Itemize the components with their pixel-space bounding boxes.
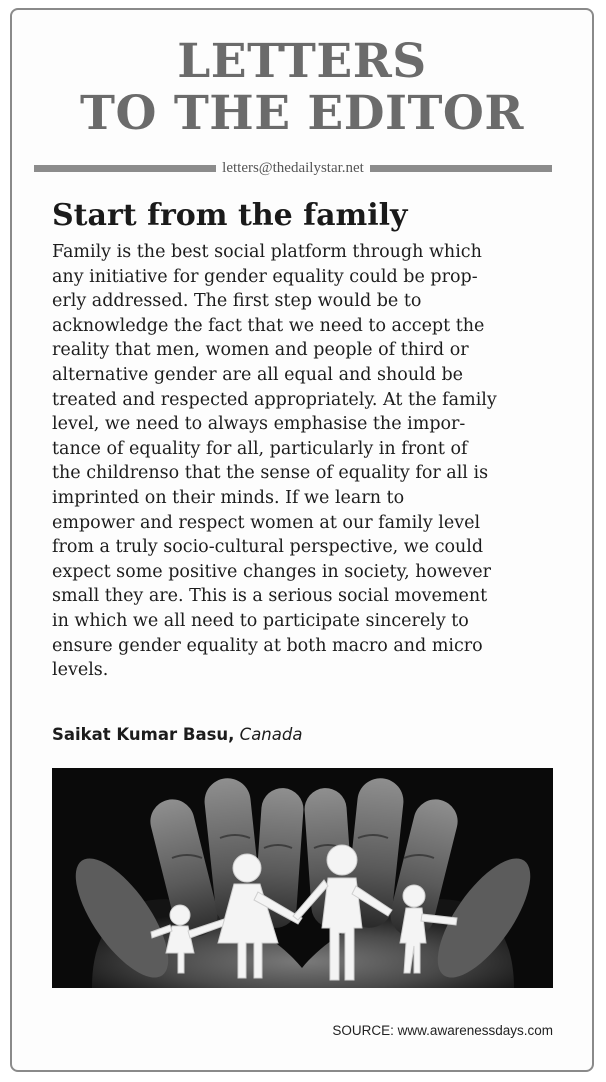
body-line: imprinted on their minds. If we learn to: [52, 487, 405, 508]
image-source-caption: SOURCE: www.awarenessdays.com: [332, 1023, 553, 1038]
body-line: empower and respect women at our family level: [52, 512, 481, 533]
letter-headline: Start from the family: [52, 198, 408, 233]
body-line: tance of equality for all, particularly in front of: [52, 438, 468, 459]
body-line: reality that men, women and people of third or: [52, 340, 469, 361]
email-rule: [34, 156, 552, 180]
body-line: Family is the best social platform through which: [52, 242, 482, 262]
body-line: treated and respected appropriately. At the family: [52, 389, 497, 410]
author-name: Saikat Kumar Basu,: [52, 725, 235, 744]
body-line: expect some positive changes in society, however: [52, 561, 492, 582]
body-line: the childrenso that the sense of equality for all is: [52, 463, 489, 484]
body-line: in which we all need to participate sincerely to: [52, 610, 469, 631]
author-location: Canada: [239, 725, 303, 744]
body-line: level, we need to always emphasise the impor-: [52, 414, 466, 435]
body-line: from a truly socio-cultural perspective, we could: [52, 537, 484, 558]
body-line: small they are. This is a serious social movement: [52, 586, 488, 607]
body-line: ensure gender equality at both macro and micro: [52, 635, 483, 656]
body-line: levels.: [52, 660, 109, 681]
body-line: alternative gender are all equal and should be: [52, 364, 464, 385]
masthead-line-1: LETTERS: [177, 34, 427, 89]
rule-bar-right: [370, 165, 552, 172]
masthead-line-2: TO THE EDITOR: [80, 86, 524, 141]
editor-email: letters@thedailystar.net: [222, 159, 364, 176]
letter-byline: [52, 722, 302, 748]
rule-bar-left: [34, 165, 216, 172]
section-masthead: [12, 36, 592, 140]
hands-family-illustration: [52, 768, 553, 988]
body-line: any initiative for gender equality could be prop-: [52, 266, 478, 287]
body-line: erly addressed. The first step would be to: [52, 291, 422, 312]
letter-body: [52, 240, 552, 683]
family-hands-photo: [52, 768, 553, 988]
body-line: acknowledge the fact that we need to accept the: [52, 315, 485, 336]
